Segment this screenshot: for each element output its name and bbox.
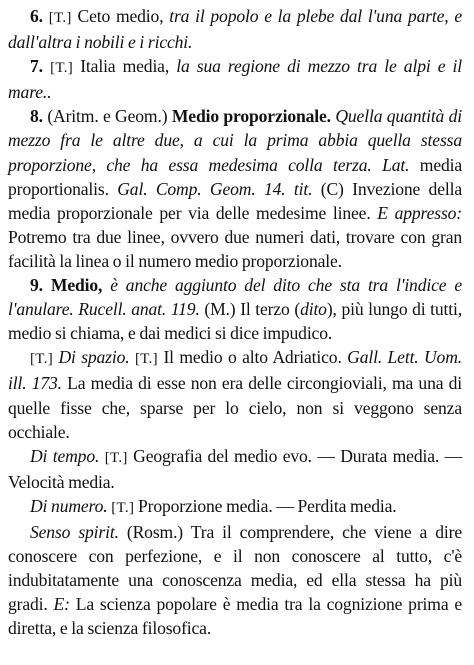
definition: è anche aggiunto del dito che sta tra l'indice e l'anulare. xyxy=(8,275,463,320)
sense-spirit xyxy=(8,520,462,640)
entry-number: 6. xyxy=(30,6,43,26)
sense-text: Il medio o alto Adriatico. xyxy=(163,347,342,368)
citation-mark: (M.) xyxy=(204,299,236,320)
entry-number: 8. xyxy=(30,106,43,127)
citation-mark: (C) xyxy=(320,178,344,199)
sense-text: La scienza popolare è media tra la cognizione prima e diretta, e la scienza filosofica. xyxy=(8,594,463,639)
e-label: E: xyxy=(53,594,70,615)
entry-number: 7. xyxy=(30,56,43,77)
tuscan-tag: [T.] xyxy=(111,499,135,516)
sense-spazio xyxy=(8,345,462,443)
quotation: La media di esse non era delle circongioviali, ma una di quelle fisse che, sparse per lo cielo, non si veggono senza occhiale. xyxy=(8,373,463,442)
citation: (Rosm.) xyxy=(126,521,184,542)
sense-text: Proporzione media. — Perdita media. xyxy=(138,495,397,516)
sense-numero xyxy=(8,494,462,520)
entry-7 xyxy=(8,54,462,104)
sense-text: Geografia del medio evo. — Durata media. — Velocità media. xyxy=(8,445,463,492)
entry-gloss: la sua regione di mezzo tra le alpi e il mare.. xyxy=(8,56,463,103)
citation: Gall. Lett. Uom. ill. 173. xyxy=(8,347,463,394)
latin-label: Lat. xyxy=(382,154,410,175)
definition: Quella quantità di mezzo fra le altre due, a cui la prima abbia quella stessa proporzione, che ha essa medesima colla terza. xyxy=(8,106,463,175)
sense-tempo xyxy=(8,444,462,494)
entry-text: Italia media, xyxy=(80,56,170,77)
tuscan-tag: [T.] xyxy=(30,351,53,368)
entry-text: Ceto medio, xyxy=(77,6,164,26)
tuscan-tag: [T.] xyxy=(104,449,128,466)
sense-label: Di numero. xyxy=(30,495,108,516)
entry-6 xyxy=(8,4,462,54)
sense-label: Di tempo. xyxy=(30,445,100,466)
tuscan-tag: [T.] xyxy=(134,351,158,368)
quotation-dito: dito xyxy=(300,299,327,320)
entry-9 xyxy=(8,273,462,345)
quotation-part: ), più lungo di tutti, medio si chiama, e dai medici si dice impudico. xyxy=(8,299,462,344)
entry-8 xyxy=(8,104,462,273)
citation: Rucell. anat. 119. xyxy=(78,299,200,320)
entry-gloss: tra il popolo e la plebe dal l'una parte, e dall'altra i nobili e i ricchi. xyxy=(8,6,463,53)
sense-label: Senso spirit. xyxy=(30,521,119,542)
quotation: Potremo tra due linee, ovvero due numeri dati, trovare con gran facilità la linea o il numero medio proporzionale. xyxy=(8,226,462,271)
tuscan-tag: [T.] xyxy=(50,60,74,77)
entry-number: 9. xyxy=(30,275,43,296)
appresso-label: E appresso: xyxy=(377,202,462,223)
sense-label: Di spazio. xyxy=(58,347,130,368)
sense-text: Tra il comprendere, che viene a dire conoscere con perfezione, e il non conoscere al tutto, c'è indubitatamente una conoscenza media, ed ella stessa ha più gradi. xyxy=(8,521,462,615)
citation: Gal. Comp. Geom. 14. tit. xyxy=(117,178,313,199)
domain-label: (Aritm. e Geom.) xyxy=(47,106,168,127)
headword: Medio, xyxy=(50,275,103,296)
quotation-part: Il terzo ( xyxy=(240,299,301,320)
latin-text: media proportionalis. xyxy=(8,154,463,199)
tuscan-tag: [T.] xyxy=(48,10,72,26)
quotation: Invezione della media proporzionale per via delle medesime linee. xyxy=(8,178,462,223)
headword: Medio proporzionale. xyxy=(171,106,331,127)
